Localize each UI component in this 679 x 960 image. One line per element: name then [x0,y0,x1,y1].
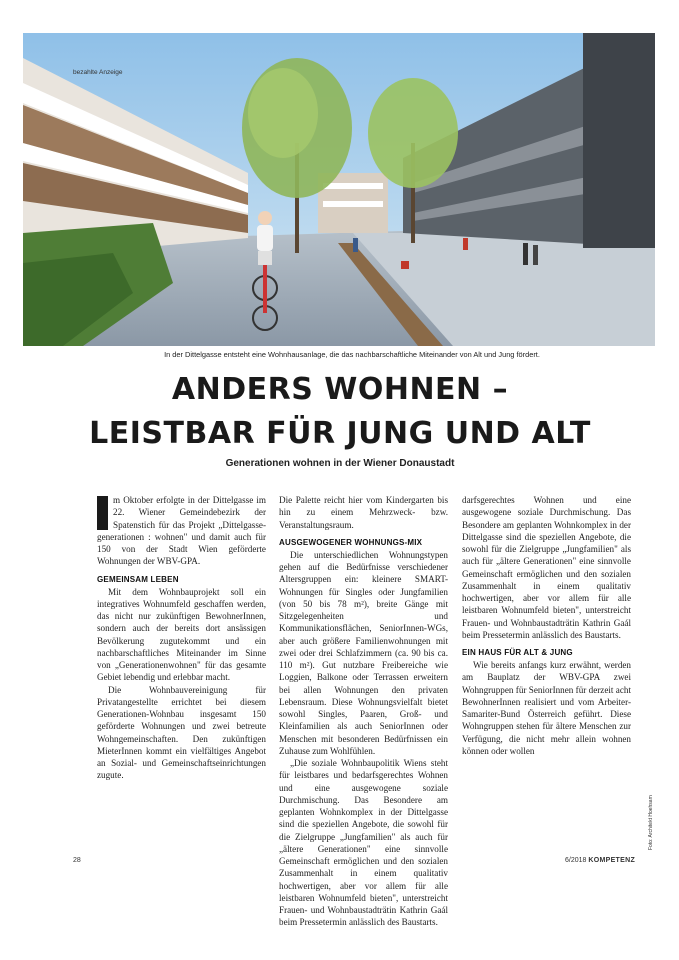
photo-credit: Foto: Architekt Hoehsam [648,795,654,850]
quote-paragraph-continued: darfsgerechtes Wohnen und eine ausgewogene soziale Durchmischung. Das Besondere am geplanten Wohnkomplex in der Dittelgasse sind die speziellen Angebote, die sowohl für die Zielgruppe „Jungfamilien" als auch für „ältere Generationen" eine sinnvolle Gemeinschaft ermöglichen und den sozialen Zusammenhalt in einem qualitativ hochwertigen, aber vor allem für alle leistbaren Wohnumfeld bieten", unterstreicht Frauen- und Wohnbaustadträtin Kathrin Gaál beim Pressetermin anlässlich des Baustarts. [462,495,631,640]
paragraph: Mit dem Wohnbauprojekt soll ein integratives Wohnumfeld geschaffen werden, das nicht nur zukünftigen BewohnerInnen, sondern auch der bereits dort ansässigen Bevölkerung zugutekommt und ein nachbarschaftliches Miteinander im Sinne von „Generationenwohnen" für das gesamte Gebiet lebendig und erlebbar macht. [97,586,266,683]
section-heading-gemeinsam-leben: GEMEINSAM LEBEN [97,574,179,584]
quote-paragraph: „Die soziale Wohnbaupolitik Wiens steht für leistbares und bedarfsgerechtes Wohnen und eine ausgewogene soziale Durchmischung. Das Besondere am geplanten Wohnkomplex in der Dittelgasse sind die speziellen Angebote, die sowohl für die Zielgruppe „Jungfamilien" als auch für „ältere Generationen" eine sinnvolle Gemeinschaft ermöglichen und den sozialen Zusammenhalt in einem qualitativ hochwertigen, aber vor allem für alle leistbaren Wohnumfeld bieten", unterstreicht Frauen- und Wohnbaustadträtin Kathrin Gaál beim Pressetermin anlässlich des Baustarts. [279,758,448,928]
issue-label [565,857,635,864]
paragraph: Die unterschiedlichen Wohnungstypen gehen auf die Bedürfnisse verschiedener Altersgruppen ein: kleinere SMART-Wohnungen für Singles oder Jungfamilien (von 50 bis 78 m²), breite Gänge mit Sitzgelegenheiten und Kommunikationsflächen, SeniorInnen-WGs, aber auch größere Familienwohnungen mit zwei oder drei Schlafzimmern (ca. 90 bis ca. 110 m²). Gut nutzbare Freibereiche wie Loggien, Balkone oder Terrassen erweitern bei allen Wohnungen den privaten Lebensraum. Diese Wohnungsvielfalt bietet sowohl Singles, Paaren, Groß- und Kleinfamilien als auch SeniorInnen oder Menschen mit besonderen Bedürfnissen ein Zuhause zum Wohlfühlen. [279,549,448,756]
section-heading-wohnungs-mix: AUSGEWOGENER WOHNUNGS-MIX [279,537,423,547]
magazine-name: KOMPETENZ [588,857,636,864]
headline-line-2: LEISTBAR FÜR JUNG UND ALT [89,416,591,451]
page-number: 28 [73,857,81,864]
paid-ad-label: bezahlte Anzeige [73,69,123,76]
paragraph: Die Palette reicht hier vom Kindergarten bis hin zu einem Mehrzweck- bzw. Veranstaltungsraum. [279,495,448,530]
hero-illustration [23,33,655,346]
paragraph: Wie bereits anfangs kurz erwähnt, werden am Bauplatz der WBV-GPA zwei Wohngruppen für SeniorInnen für derzeit acht BewohnerInnen realisiert und vom Arbeiter-Samariter-Bund Österreich geführt. Diese Wohngruppen stehen für ältere Menschen zur Verfügung, die nicht mehr allein wohnen können oder wollen [462,660,631,756]
headline-line-1: ANDERS WOHNEN – [171,372,509,407]
article-column-3 [462,494,631,757]
article-column-2 [279,494,448,928]
image-caption: In der Dittelgasse entsteht eine Wohnhausanlage, die das nachbarschaftliche Miteinander von Alt und Jung fördert. [164,350,540,359]
issue-number: 6/2018 [565,857,587,864]
drop-cap [97,496,108,530]
section-heading-haus-alt-jung: EIN HAUS FÜR ALT & JUNG [462,648,573,657]
hero-image [23,33,655,346]
paragraph: Die Wohnbauvereinigung für Privatangestellte errichtet bei diesem Generationen-Wohnbau insgesamt 150 geförderte Wohnungen und zwei betreute Wohngemeinschaften. Den zukünftigen MieterInnen kommt ein vielfältiges Angebot an Sozial- und Gemeinschaftseinrichtungen zugute. [97,684,266,781]
subtitle: Generationen wohnen in der Wiener Donaustadt [225,458,455,469]
intro-paragraph: m Oktober erfolgte in der Dittelgasse im 22. Wiener Gemeindebezirk der Spatenstich für das Projekt „Dittelgasse-generationen : wohnen" und damit auch für 150 von der Stadt Wien geförderte Wohnungen der WBV-GPA. [97,495,266,567]
article-column-1 [97,494,266,782]
